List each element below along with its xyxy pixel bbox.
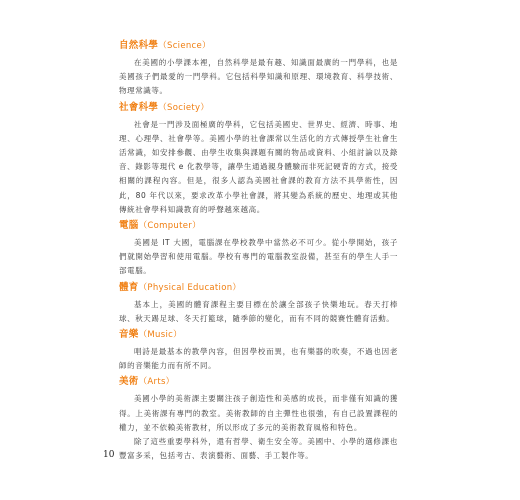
section-title-english: （Physical Education） <box>138 282 242 293</box>
section-title-english: （Arts） <box>138 377 175 388</box>
document-page <box>119 40 398 466</box>
section-heading <box>119 282 398 294</box>
section <box>119 102 398 217</box>
section <box>119 376 398 463</box>
body-paragraph: 唱詩是最基本的教學內容，但因學校而異，也有樂器的吹奏，不過也因老師的音樂能力而有所不同。 <box>119 347 398 371</box>
section-title: 自然科學 <box>119 40 159 51</box>
body-paragraph: 除了這些重要學科外，還有哲學、衛生安全等。美國中、小學的選修課也豐富多采，包括考古、表演藝術、面藝、手工製作等。 <box>119 437 398 461</box>
body-paragraph: 基本上，美國的體育課程主要目標在於讓全部孩子快樂地玩。春天打棒球、秋天踢足球、冬天打籃球，隨季節的變化，而有不同的競賽性體育活動。 <box>119 299 398 323</box>
section-title: 電腦 <box>119 220 139 232</box>
section-title: 美術 <box>119 376 139 388</box>
section-title-english: （Music） <box>138 330 182 341</box>
section-heading <box>119 40 398 52</box>
body-paragraph: 美國小學的美術課主要關注孩子創造性和美感的成長，而非僅有知識的獲得。上美術課有專門的教室。美術教師的自主彈性也很強，有自己設置課程的權力，並不依賴美術教材，所以形成了多元的美術教育風格和特色。 <box>119 394 398 432</box>
section-title-english: （Computer） <box>138 221 201 232</box>
section <box>119 40 398 99</box>
section-title-english: （Society） <box>158 102 210 113</box>
body-paragraph: 在美國的小學課本裡，自然科學是最有趣、知識面最廣的一門學科，也是美國孩子們最愛的一門學科。它包括科學知識和原理、環境教育、科學技術、物理常識等。 <box>119 58 398 96</box>
section-heading <box>119 102 398 114</box>
section-heading <box>119 329 398 341</box>
section-heading <box>119 376 398 388</box>
section-title: 體育 <box>119 281 139 293</box>
section-heading <box>119 220 398 232</box>
section-title-english: （Science） <box>158 41 211 51</box>
section <box>119 220 398 279</box>
page-number: 10 <box>103 450 115 460</box>
section <box>119 329 398 373</box>
section <box>119 282 398 326</box>
body-paragraph: 美國是 IT 大國，電腦課在學校教學中當然必不可少。從小學開始，孩子們就開始學習和使用電腦。學校有專門的電腦教室設備，甚至有的學生人手一部電腦。 <box>119 238 398 276</box>
section-title: 音樂 <box>119 329 139 341</box>
body-paragraph: 社會是一門涉及面極廣的學科，它包括美國史、世界史、經濟、時事、地理、心理學、社會學等。美國小學的社會課常以生活化的方式傳授學生社會生活常識，如安排參觀、由學生收集與課題有關的物品或資料、小組討論以及錄音、錄影等現代 e 化教學等，讓學生通過親身體驗而非死記硬背的方式，接受相關的課程內容。但是，很多人認為美國社會課的教育方法不具學術性，因此，80 年代以來，要求改革小學社會課，將其變為系統的歷史、地理或其他傳統社會學科知識教育的呼聲越來越高。 <box>119 119 398 214</box>
section-title: 社會科學 <box>119 101 159 113</box>
